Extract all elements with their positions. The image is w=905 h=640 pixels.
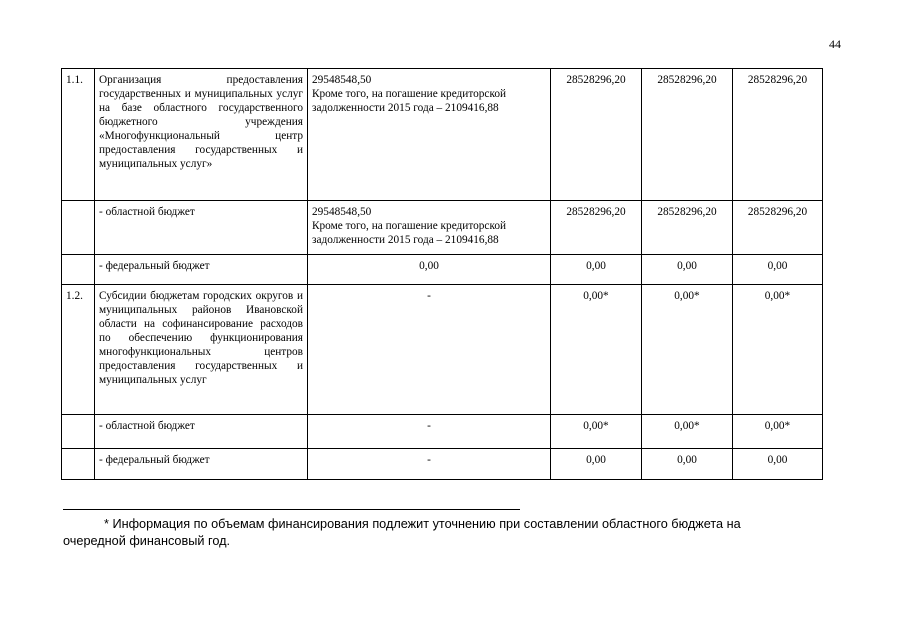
- row-number: [62, 255, 95, 284]
- row-total: 0,00: [308, 255, 551, 284]
- row-year2: 28528296,20: [642, 69, 733, 201]
- table-row: [62, 69, 823, 201]
- row-total: -: [308, 284, 551, 414]
- row-year2: 0,00*: [642, 284, 733, 414]
- footnote-separator: [63, 509, 520, 510]
- row-year3: 28528296,20: [733, 201, 823, 255]
- row-year3: 0,00*: [733, 414, 823, 448]
- row-number: 1.2.: [62, 284, 95, 414]
- row-year2: 28528296,20: [642, 201, 733, 255]
- row-description: - федеральный бюджет: [95, 448, 308, 479]
- row-number: [62, 414, 95, 448]
- footnote: [63, 516, 803, 550]
- row-year3: 0,00: [733, 448, 823, 479]
- row-year3: 0,00*: [733, 284, 823, 414]
- row-year3: 28528296,20: [733, 69, 823, 201]
- row-total: 29548548,50 Кроме того, на погашение кредиторской задолженности 2015 года – 2109416,88: [308, 69, 551, 201]
- row-year2: 0,00: [642, 448, 733, 479]
- row-total: -: [308, 414, 551, 448]
- row-year1: 28528296,20: [551, 201, 642, 255]
- row-description: - областной бюджет: [95, 201, 308, 255]
- row-number: [62, 448, 95, 479]
- row-year1: 0,00*: [551, 284, 642, 414]
- row-description: - федеральный бюджет: [95, 255, 308, 284]
- table-row: [62, 255, 823, 284]
- row-number: [62, 201, 95, 255]
- row-year1: 0,00: [551, 448, 642, 479]
- row-number: 1.1.: [62, 69, 95, 201]
- row-year2: 0,00*: [642, 414, 733, 448]
- table-row: [62, 414, 823, 448]
- budget-table: [61, 68, 823, 480]
- row-year1: 28528296,20: [551, 69, 642, 201]
- page-number: 44: [829, 37, 841, 51]
- row-total: 29548548,50 Кроме того, на погашение кредиторской задолженности 2015 года – 2109416,88: [308, 201, 551, 255]
- row-year3: 0,00: [733, 255, 823, 284]
- row-description: - областной бюджет: [95, 414, 308, 448]
- table-row: [62, 448, 823, 479]
- row-year2: 0,00: [642, 255, 733, 284]
- footnote-text: * Информация по объемам финансирования подлежит уточнению при составлении областного бюджета на очередной финансовый год.: [63, 517, 741, 548]
- table-row: [62, 284, 823, 414]
- row-description: Субсидии бюджетам городских округов и муниципальных районов Ивановской области на софинансирование расходов по обеспечению функционирования многофункциональных центров предоставления государственных и муниципальных услуг: [95, 284, 308, 414]
- row-total: -: [308, 448, 551, 479]
- row-year1: 0,00: [551, 255, 642, 284]
- table-row: [62, 201, 823, 255]
- row-year1: 0,00*: [551, 414, 642, 448]
- row-description: Организация предоставления государственных и муниципальных услуг на базе областного государственного бюджетного учреждения «Многофункциональный центр предоставления государственных и муниципальных услуг»: [95, 69, 308, 201]
